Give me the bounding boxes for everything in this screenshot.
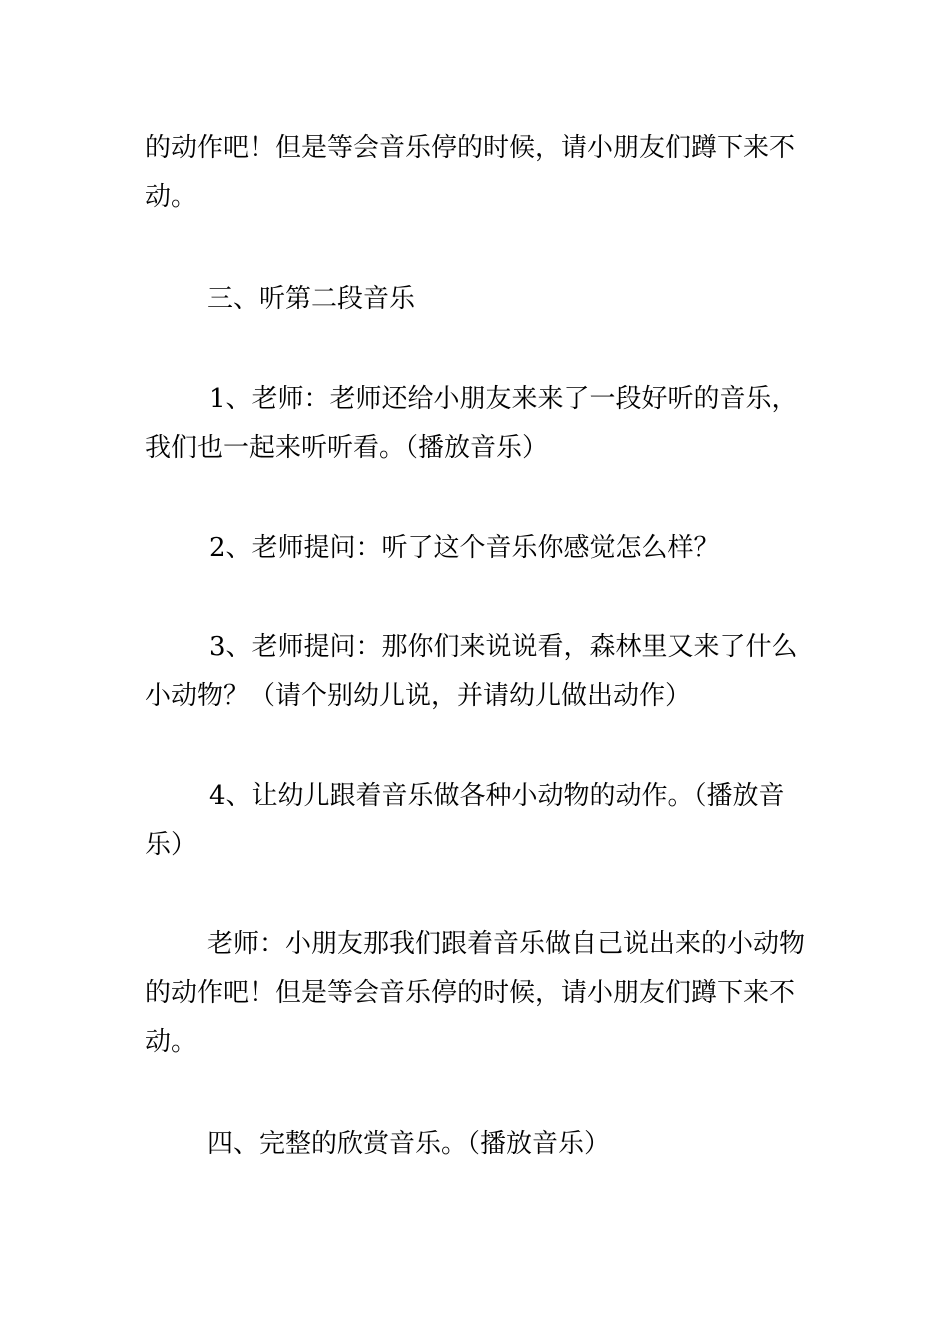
text-line: 1、老师：老师还给小朋友来来了一段好听的音乐，	[209, 384, 798, 414]
text-line: 四、完整的欣赏音乐。（播放音乐）	[207, 1129, 611, 1159]
list-item-3	[145, 623, 810, 721]
section-heading-4	[145, 1120, 810, 1169]
list-item-1	[145, 375, 810, 473]
paragraph-continuation	[145, 124, 810, 222]
text-line: 我们也一起来听听看。（播放音乐）	[145, 433, 549, 463]
text-line: 动。	[145, 1027, 198, 1057]
text-line: 动。	[145, 182, 198, 212]
teacher-paragraph	[145, 920, 810, 1067]
text-line: 三、听第二段音乐	[207, 284, 416, 314]
text-line: 3、老师提问：那你们来说说看，森林里又来了什么	[209, 632, 798, 662]
text-line: 乐）	[145, 830, 198, 860]
text-line: 老师：小朋友那我们跟着音乐做自己说出来的小动物	[207, 929, 806, 959]
text-line: 的动作吧！但是等会音乐停的时候，请小朋友们蹲下来不	[145, 978, 796, 1008]
section-heading-3	[145, 275, 810, 324]
text-line: 2、老师提问：听了这个音乐你感觉怎么样？	[209, 533, 720, 563]
text-line: 4、让幼儿跟着音乐做各种小动物的动作。（播放音	[209, 781, 785, 811]
text-line: 的动作吧！但是等会音乐停的时候，请小朋友们蹲下来不	[145, 133, 796, 163]
list-item-2	[145, 524, 810, 573]
list-item-4	[145, 772, 810, 870]
text-line: 小动物？（请个别幼儿说，并请幼儿做出动作）	[145, 681, 692, 711]
